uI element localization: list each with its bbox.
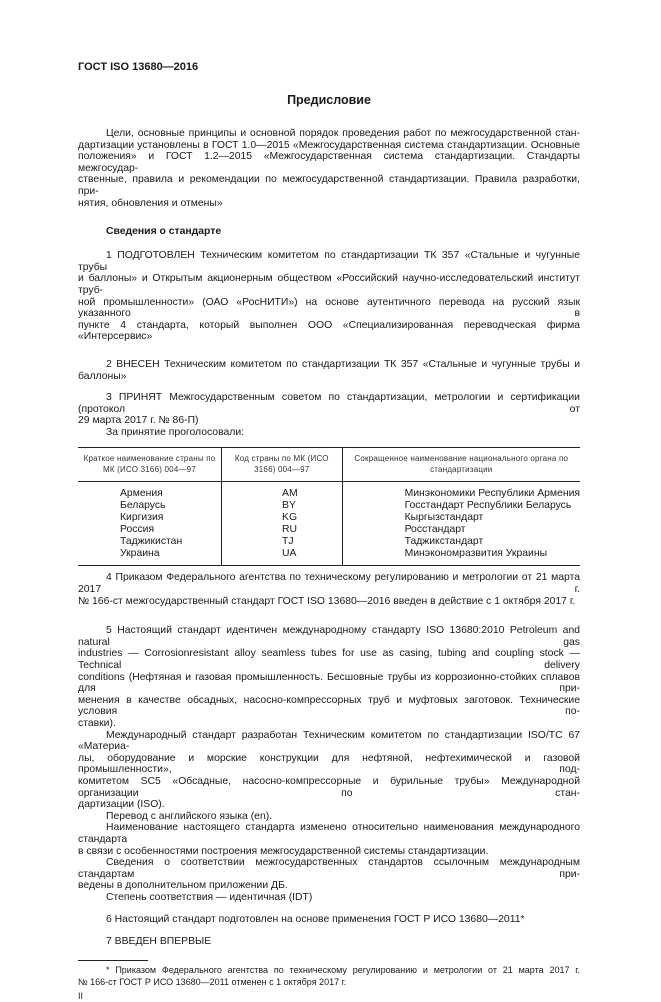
paragraph-item-5-name <box>78 822 580 857</box>
section-heading: Сведения о стандарте <box>106 226 222 238</box>
voting-table <box>78 447 580 566</box>
text-line: За принятие проголосовали: <box>106 426 245 438</box>
cell-country: Таджикистан <box>120 536 183 548</box>
table-header-row <box>78 448 580 482</box>
footnote <box>78 964 580 988</box>
document-header: ГОСТ ISO 13680—2016 <box>78 61 199 73</box>
text-line: дартизации установлены в ГОСТ 1.0—2015 «Межгосударственная система стандартизации. Основные <box>78 139 580 151</box>
text-line: Наименование настоящего стандарта изменено относительно наименования международного стандарта <box>78 822 580 845</box>
cell-body: Кыргызстандарт <box>342 512 580 524</box>
paragraph-intro <box>78 128 580 209</box>
column-header-country: Краткое наименование страны по МК (ИСО 3166) 004—97 <box>78 448 222 482</box>
text-line: 5 Настоящий стандарт идентичен международному стандарту ISO 13680:2010 Petroleum and natural gas <box>78 625 580 648</box>
text-line: в связи с особенностями построения межгосударственной системы стандартизации. <box>78 845 489 857</box>
table-row <box>78 536 580 548</box>
footnote-divider <box>78 960 148 961</box>
cell-country: Украина <box>120 548 160 560</box>
table-row <box>78 512 580 524</box>
table-row <box>78 524 580 536</box>
paragraph-item-3 <box>78 392 580 427</box>
intro-slot <box>78 108 580 209</box>
table-row <box>78 548 580 566</box>
cell-code: KG <box>222 512 343 524</box>
text-line: ведены в дополнительном приложении ДБ. <box>78 880 288 892</box>
cell-body: Минэкономразвития Украины <box>342 548 580 566</box>
footnote-line: * Приказом Федерального агентства по техническому регулированию и метрологии от 21 марта 2017 г. <box>106 964 580 975</box>
cell-body: Росстандарт <box>342 524 580 536</box>
paragraph-item-5-degree <box>78 892 580 904</box>
text-line: industries — Corrosionresistant alloy seamless tubes for use as casing, tubing and coupling stock — Technical delivery <box>78 648 580 672</box>
text-line: conditions (Нефтяная и газовая промышленность. Бесшовные трубы из коррозионно-стойких сплавов для при- <box>78 671 580 695</box>
paragraph-item-5-refs <box>78 857 580 892</box>
footer-area <box>78 948 580 1002</box>
page-number: II <box>78 990 84 1001</box>
cell-country: Россия <box>120 524 155 536</box>
cell-code: UA <box>222 548 343 566</box>
cell-code: AM <box>222 482 343 501</box>
cell-code: BY <box>222 500 343 512</box>
body-text-before-table <box>78 238 580 438</box>
text-line: и баллоны» и Открытым акционерным обществом «Российский научно-исследовательский институт труб- <box>78 273 580 296</box>
text-line: ственные, правила и рекомендации по межгосударственной стандартизации. Правила разработки, при- <box>78 174 580 197</box>
cell-body: Таджикстандарт <box>342 536 580 548</box>
paragraph-item-7 <box>78 936 580 948</box>
text-line: 7 ВВЕДЕН ВПЕРВЫЕ <box>106 936 212 948</box>
document-page <box>78 61 580 1001</box>
text-line: Международный стандарт разработан Техническим комитетом по стандартизации ISO/TC 67 «Материа- <box>78 729 580 753</box>
cell-country: Киргизия <box>120 512 164 524</box>
text-line: 1 ПОДГОТОВЛЕН Техническим комитетом по стандартизации ТК 357 «Стальные и чугунные трубы <box>78 250 580 273</box>
text-line: № 166-ст межгосударственный стандарт ГОСТ ISO 13680—2016 введен в действие с 1 октября 2017 г. <box>78 595 576 607</box>
paragraph-item-2 <box>78 359 580 382</box>
column-header-body: Сокращенное наименование национального органа по стандартизации <box>342 448 580 482</box>
text-line: положения» и ГОСТ 1.2—2015 «Межгосударственная система стандартизации. Стандарты межгосудар- <box>78 151 580 174</box>
text-line: менения в качестве обсадных, насосно-компрессорных труб и муфтовых заготовок. Технические условия по- <box>78 694 580 718</box>
text-line: Цели, основные принципы и основной порядок проведения работ по межгосударственной стан- <box>106 128 580 139</box>
table-row <box>78 482 580 501</box>
cell-body: Минэкономики Республики Армения <box>342 482 580 501</box>
text-line: комитетом SC5 «Обсадные, насосно-компрессорные и бурильные трубы» Международной организации по стан- <box>78 775 580 799</box>
paragraph-voted <box>78 427 580 439</box>
paragraph-item-5-translation <box>78 811 580 823</box>
text-line: 4 Приказом Федерального агентства по техническому регулированию и метрологии от 21 марта 2017 г. <box>78 572 580 596</box>
text-line: нятия, обновления и отмены» <box>78 197 223 209</box>
paragraph-item-5 <box>78 625 580 729</box>
cell-code: RU <box>222 524 343 536</box>
table-row <box>78 500 580 512</box>
text-line: 2 ВНЕСЕН Техническим комитетом по стандартизации ТК 357 «Стальные и чугунные трубы и баллоны» <box>78 358 580 382</box>
text-line: Степень соответствия — идентичная (IDT) <box>106 891 313 903</box>
text-line: 6 Настоящий стандарт подготовлен на основе применения ГОСТ Р ИСО 13680—2011* <box>106 913 525 925</box>
text-line: дартизации (ISO). <box>78 799 165 811</box>
cell-country: Армения <box>120 488 163 500</box>
text-line: ной промышленности» (ОАО «РосНИТИ») на основе аутентичного перевода на русский язык указанного в <box>78 296 580 320</box>
paragraph-item-1 <box>78 250 580 343</box>
text-line: ставки). <box>78 718 116 729</box>
column-header-code: Код страны по МК (ИСО 3166) 004—97 <box>222 448 343 482</box>
body-text-after-table <box>78 566 580 947</box>
text-line: пункте 4 стандарта, который выполнен ООО «Специализированная переводческая фирма «Интерсервис» <box>78 319 580 343</box>
text-line: лы, оборудование и морские конструкции для нефтяной, нефтехимической и газовой промышленности», под- <box>78 752 580 776</box>
cell-country: Беларусь <box>120 500 166 512</box>
cell-body: Госстандарт Республики Беларусь <box>342 500 580 512</box>
text-line: 29 марта 2017 г. № 86-П) <box>78 415 199 427</box>
paragraph-item-5-intl <box>78 730 580 811</box>
cell-code: TJ <box>222 536 343 548</box>
text-line: Перевод с английского языка (en). <box>106 810 273 822</box>
paragraph-item-4 <box>78 572 580 607</box>
footnote-line: № 166-ст ГОСТ Р ИСО 13680—2011 отменен с 1 октября 2017 г. <box>78 976 347 987</box>
page-title: Предисловие <box>287 93 371 107</box>
text-line: 3 ПРИНЯТ Межгосударственным советом по стандартизации, метрологии и сертификации (протокол от <box>78 392 580 415</box>
paragraph-item-6 <box>78 914 580 926</box>
text-line: Сведения о соответствии межгосударственных стандартов ссылочным международным стандартам при- <box>78 857 580 880</box>
